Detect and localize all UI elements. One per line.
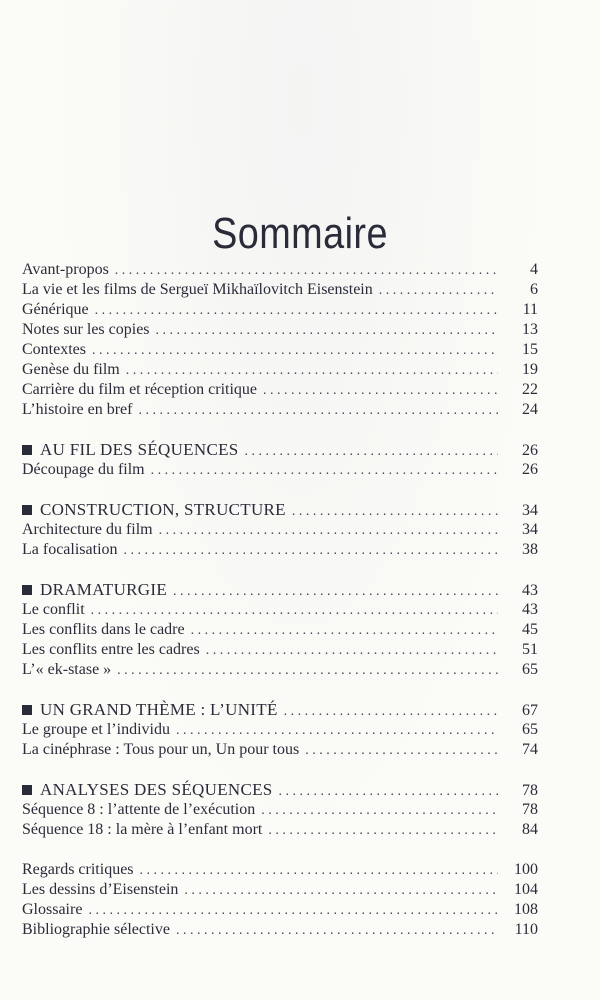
page-number: 19: [522, 361, 538, 378]
section-heading-label: [22, 780, 279, 800]
toc-entry: [22, 280, 538, 300]
square-bullet-icon: [22, 585, 32, 595]
section-heading-text: AU FIL DES SÉQUENCES: [40, 440, 239, 459]
page-number: 26: [522, 461, 538, 478]
dot-leader: [126, 361, 498, 381]
toc-entry: [22, 260, 538, 280]
dot-leader: [305, 741, 498, 761]
dot-leader: [115, 261, 498, 281]
section-heading-label: [22, 500, 292, 520]
dot-leader: [95, 301, 498, 321]
section-heading-label: [22, 440, 245, 460]
toc-entry-label: Séquence 8 : l’attente de l’exécution: [22, 801, 256, 818]
toc-entry-label: L’« ek-stase »: [22, 661, 112, 678]
toc-section-heading: [22, 500, 538, 520]
page-number: 67: [522, 702, 538, 719]
toc-section: [22, 700, 538, 760]
toc-entry: [22, 720, 538, 740]
dot-leader: [245, 442, 498, 462]
toc-entry: [22, 400, 538, 420]
toc-entry-label: La cinéphrase : Tous pour un, Un pour tous: [22, 741, 300, 758]
toc-entry-label: Notes sur les copies: [22, 321, 150, 338]
section-heading-label: [22, 580, 173, 600]
page-number: 65: [522, 721, 538, 738]
toc-section: [22, 580, 538, 680]
dot-leader: [268, 821, 498, 841]
toc-entry-label: Bibliographie sélective: [22, 921, 170, 938]
page-number: 34: [522, 521, 538, 538]
page-title: Sommaire: [212, 209, 388, 259]
toc-entry: [22, 320, 538, 340]
dot-leader: [173, 582, 498, 602]
dot-leader: [88, 901, 498, 921]
page-number: 104: [514, 881, 538, 898]
toc-entry-label: L’histoire en bref: [22, 401, 133, 418]
toc-entry: [22, 340, 538, 360]
section-heading-label: [22, 700, 284, 720]
page-number: 74: [522, 741, 538, 758]
toc-section: [22, 260, 538, 420]
page-number: 11: [522, 301, 538, 318]
dot-leader: [151, 461, 498, 481]
toc-section: [22, 500, 538, 560]
toc-entry-label: Architecture du film: [22, 521, 153, 538]
page-number: 108: [514, 901, 538, 918]
toc-entry-label: Les conflits dans le cadre: [22, 621, 185, 638]
dot-leader: [184, 881, 498, 901]
page-number: 13: [522, 321, 538, 338]
dot-leader: [191, 621, 498, 641]
page-number: 26: [522, 442, 538, 459]
toc-entry: [22, 380, 538, 400]
dot-leader: [159, 521, 498, 541]
section-heading-text: ANALYSES DES SÉQUENCES: [40, 780, 273, 799]
dot-leader: [292, 502, 498, 522]
page-number: 51: [522, 641, 538, 658]
toc-entry: [22, 920, 538, 940]
section-heading-text: DRAMATURGIE: [40, 580, 168, 599]
dot-leader: [206, 641, 498, 661]
toc-entry-label: Regards critiques: [22, 861, 134, 878]
dot-leader: [176, 721, 498, 741]
toc-entry: [22, 820, 538, 840]
table-of-contents: [22, 260, 538, 940]
toc-entry: [22, 640, 538, 660]
toc-entry-label: Contextes: [22, 341, 86, 358]
toc-section: [22, 440, 538, 480]
toc-entry-label: Genèse du film: [22, 361, 120, 378]
square-bullet-icon: [22, 785, 32, 795]
toc-entry: [22, 300, 538, 320]
dot-leader: [138, 401, 498, 421]
toc-entry-label: La vie et les films de Sergueï Mikhaïlovitch Eisenstein: [22, 281, 373, 298]
toc-entry: [22, 900, 538, 920]
section-heading-text: CONSTRUCTION, STRUCTURE: [40, 500, 286, 519]
page-number: 65: [522, 661, 538, 678]
toc-entry: [22, 520, 538, 540]
dot-leader: [284, 702, 498, 722]
toc-section-heading: [22, 780, 538, 800]
dot-leader: [156, 321, 498, 341]
toc-entry-label: Les conflits entre les cadres: [22, 641, 200, 658]
toc-entry-label: Le conflit: [22, 601, 85, 618]
toc-section-heading: [22, 440, 538, 460]
toc-entry: [22, 660, 538, 680]
toc-entry-label: Les dessins d’Eisenstein: [22, 881, 179, 898]
toc-entry: [22, 860, 538, 880]
toc-entry-label: Séquence 18 : la mère à l’enfant mort: [22, 821, 263, 838]
dot-leader: [140, 861, 498, 881]
section-heading-text: UN GRAND THÈME : L’UNITÉ: [40, 700, 278, 719]
page-number: 78: [522, 801, 538, 818]
toc-entry: [22, 620, 538, 640]
dot-leader: [91, 601, 498, 621]
page-number: 24: [522, 401, 538, 418]
page-number: 34: [522, 502, 538, 519]
page-number: 43: [522, 582, 538, 599]
dot-leader: [279, 782, 498, 802]
dot-leader: [117, 661, 498, 681]
toc-entry-label: Générique: [22, 301, 89, 318]
dot-leader: [124, 541, 498, 561]
toc-section: [22, 780, 538, 840]
toc-section-heading: [22, 700, 538, 720]
page-number: 110: [514, 921, 538, 938]
toc-entry: [22, 800, 538, 820]
dot-leader: [92, 341, 498, 361]
toc-entry: [22, 360, 538, 380]
toc-entry-label: Carrière du film et réception critique: [22, 381, 258, 398]
toc-entry-label: La focalisation: [22, 541, 118, 558]
page-number: 4: [530, 261, 538, 278]
page-number: 15: [522, 341, 538, 358]
page-number: 78: [522, 782, 538, 799]
toc-entry-label: Glossaire: [22, 901, 83, 918]
dot-leader: [379, 281, 498, 301]
page-number: 6: [530, 281, 538, 298]
page-number: 100: [514, 861, 538, 878]
toc-entry-label: Le groupe et l’individu: [22, 721, 170, 738]
dot-leader: [261, 801, 498, 821]
page-number: 45: [522, 621, 538, 638]
square-bullet-icon: [22, 705, 32, 715]
page-number: 22: [522, 381, 538, 398]
toc-entry-label: Avant-propos: [22, 261, 109, 278]
toc-entry: [22, 460, 538, 480]
page-number: 38: [522, 541, 538, 558]
toc-section: [22, 860, 538, 940]
toc-entry: [22, 600, 538, 620]
page-number: 43: [522, 601, 538, 618]
toc-entry: [22, 540, 538, 560]
toc-entry: [22, 740, 538, 760]
dot-leader: [263, 381, 498, 401]
toc-entry-label: Découpage du film: [22, 461, 145, 478]
square-bullet-icon: [22, 505, 32, 515]
page-number: 84: [522, 821, 538, 838]
square-bullet-icon: [22, 445, 32, 455]
toc-section-heading: [22, 580, 538, 600]
toc-entry: [22, 880, 538, 900]
dot-leader: [176, 921, 498, 941]
